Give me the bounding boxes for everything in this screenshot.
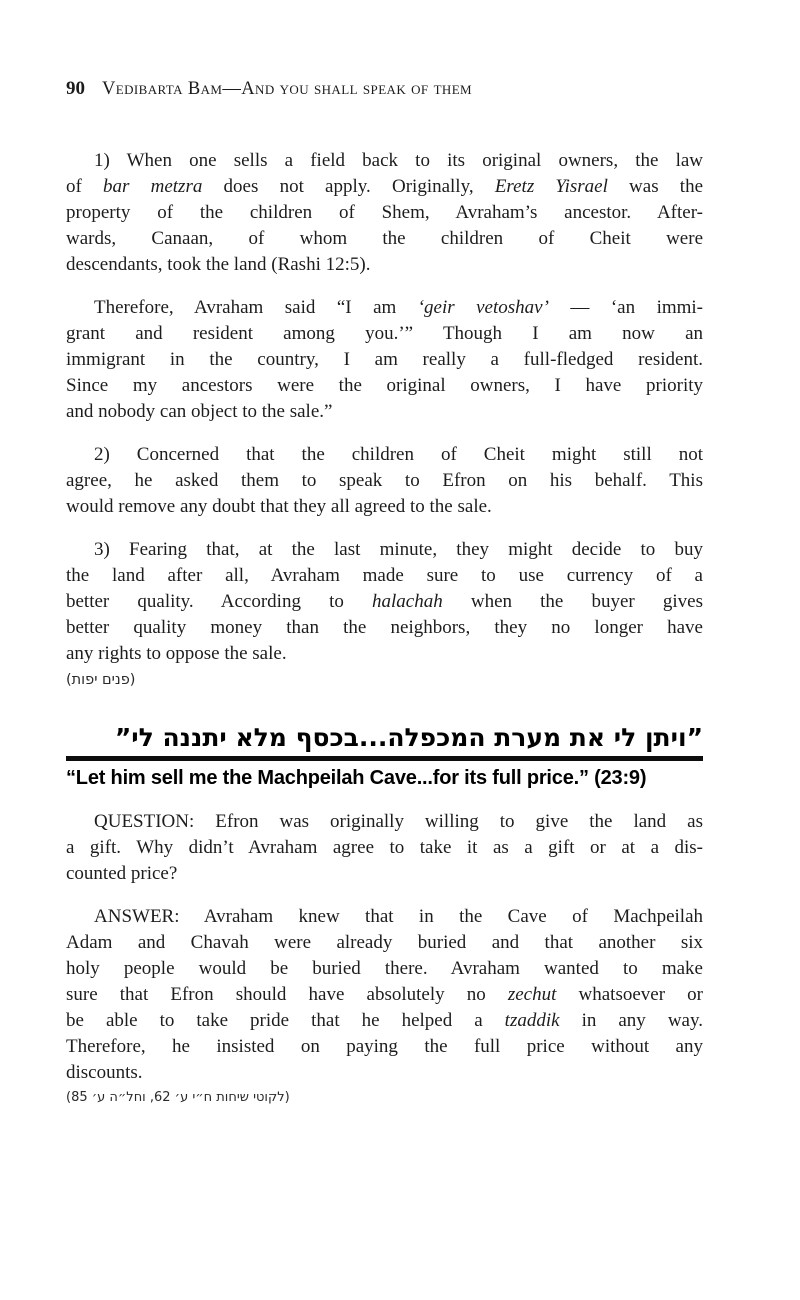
text-line: sure that Efron should have absolutely no zechut whatsoever or (66, 984, 703, 1005)
paragraph (66, 809, 703, 887)
commentary-section-2 (66, 809, 703, 1107)
commentary-2-paragraphs (66, 809, 703, 1086)
book-title: Vedibarta Bam—And you shall speak of them (102, 79, 473, 99)
text-line: Since my ancestors were the original owners, I have priority (66, 375, 703, 396)
text-line: grant and resident among you.’” Though I am now an (66, 323, 703, 344)
text-line: the land after all, Avraham made sure to use currency of a (66, 565, 703, 586)
text-line: 3) Fearing that, at the last minute, they might decide to buy (94, 539, 703, 560)
text-line: ANSWER: Avraham knew that in the Cave of Machpeilah (94, 906, 703, 927)
text-line: 2) Concerned that the children of Cheit might still not (94, 444, 703, 465)
text-line: QUESTION: Efron was originally willing to give the land as (94, 811, 703, 832)
italic-term: zechut (507, 984, 557, 1005)
italic-term: bar metzra (103, 176, 203, 197)
text-line: discounts. (66, 1062, 143, 1083)
commentary-1-paragraphs (66, 148, 703, 667)
text-line: be able to take pride that he helped a tzaddik in any way. (66, 1010, 703, 1031)
paragraph (66, 537, 703, 667)
heading-divider-rule (66, 756, 703, 761)
text-line: any rights to oppose the sale. (66, 643, 287, 664)
text-line: of bar metzra does not apply. Originally, Eretz Yisrael was the (66, 176, 704, 197)
text-line: would remove any doubt that they all agreed to the sale. (66, 496, 492, 517)
text-line: better quality. According to halachah when the buyer gives (66, 591, 703, 612)
section-heading (66, 721, 703, 792)
page-content (66, 78, 703, 1107)
italic-term: Eretz Yisrael (494, 176, 608, 197)
paragraph (66, 442, 703, 520)
section-heading-hebrew: ”ויתן לי את מערת המכפלה...בכסף מלא יתננה לי” (114, 723, 703, 752)
text-line: agree, he asked them to speak to Efron on his behalf. This (66, 470, 703, 491)
text-line: and nobody can object to the sale.” (66, 401, 333, 422)
text-line: property of the children of Shem, Avraham’s ancestor. After- (66, 202, 703, 223)
source-citation-likkutei-sichot: (לקוטי שיחות ח״י ע׳ 62, וחל״ה ע׳ 85) (66, 1090, 290, 1105)
text-line: 1) When one sells a field back to its original owners, the law (94, 150, 703, 171)
paragraph (66, 148, 703, 278)
source-citation-panim-yafot: (פנים יפות) (66, 672, 136, 688)
page-number: 90 (66, 78, 85, 99)
text-line: immigrant in the country, I am really a full-fledged resident. (66, 349, 703, 370)
italic-term: halachah (372, 591, 443, 612)
running-header (66, 78, 703, 100)
text-line: Adam and Chavah were already buried and that another six (66, 932, 703, 953)
paragraph (66, 295, 703, 425)
text-line: counted price? (66, 863, 178, 884)
text-line: better quality money than the neighbors, they no longer have (66, 617, 703, 638)
text-line: holy people would be buried there. Avraham wanted to make (66, 958, 703, 979)
text-line: wards, Canaan, of whom the children of Cheit were (66, 228, 703, 249)
commentary-section-1 (66, 148, 703, 690)
italic-term: ‘geir vetoshav’ (417, 297, 549, 318)
text-line: Therefore, Avraham said “I am ‘geir vetoshav’ — ‘an immi- (94, 297, 704, 318)
text-line: Therefore, he insisted on paying the full price without any (66, 1036, 703, 1057)
text-line: descendants, took the land (Rashi 12:5). (66, 254, 371, 275)
italic-term: tzaddik (504, 1010, 560, 1031)
paragraph (66, 904, 703, 1086)
text-line: a gift. Why didn’t Avraham agree to take it as a gift or at a dis- (66, 837, 703, 858)
section-heading-english: “Let him sell me the Machpeilah Cave...for its full price.” (23:9) (66, 767, 647, 789)
